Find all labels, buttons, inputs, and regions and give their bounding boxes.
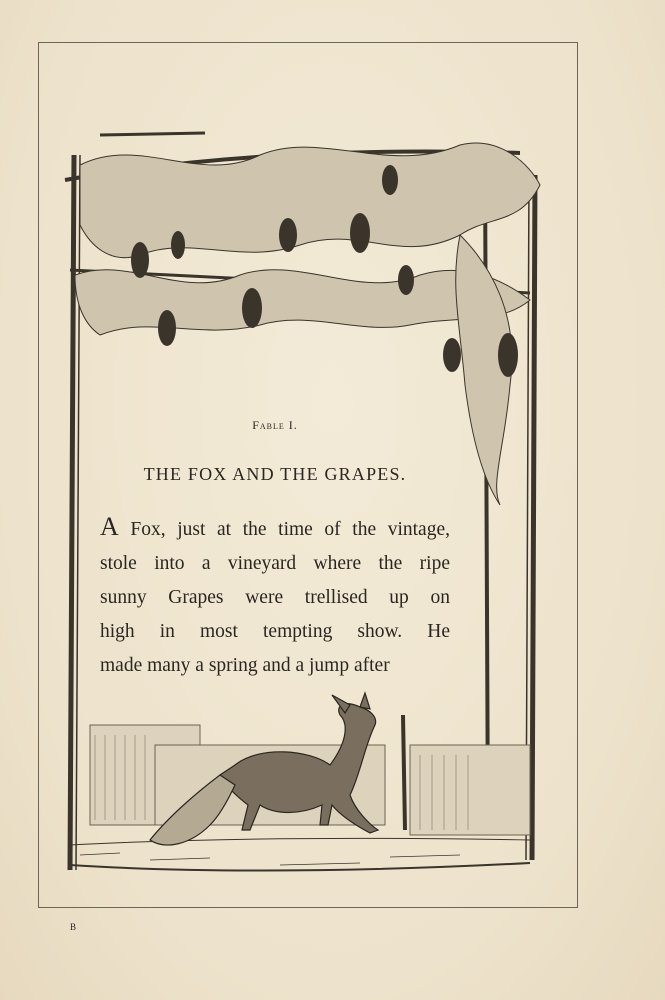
body-line-3: sunny Grapes were trellised up on [100,587,450,608]
ground [70,838,530,870]
body-line-5: made many a spring and a jump after [100,655,390,676]
body-line-1-rest: Fox, just at the time of the vintage, [118,519,450,540]
body-line-2: stole into a vineyard where the ripe [100,553,450,574]
body-line-4: high in most tempting show. He [100,621,450,642]
body-line-1 [100,510,450,547]
fable-number-label: Fable I. [252,418,298,432]
vine-foliage [75,143,540,505]
vineyard-fox-illustration [60,125,550,885]
signature-mark: B [70,922,77,932]
fable-body-text [100,510,450,683]
fable-title: THE FOX AND THE GRAPES. [143,464,407,484]
vine-stake [403,715,405,830]
drop-cap: A [100,512,119,541]
